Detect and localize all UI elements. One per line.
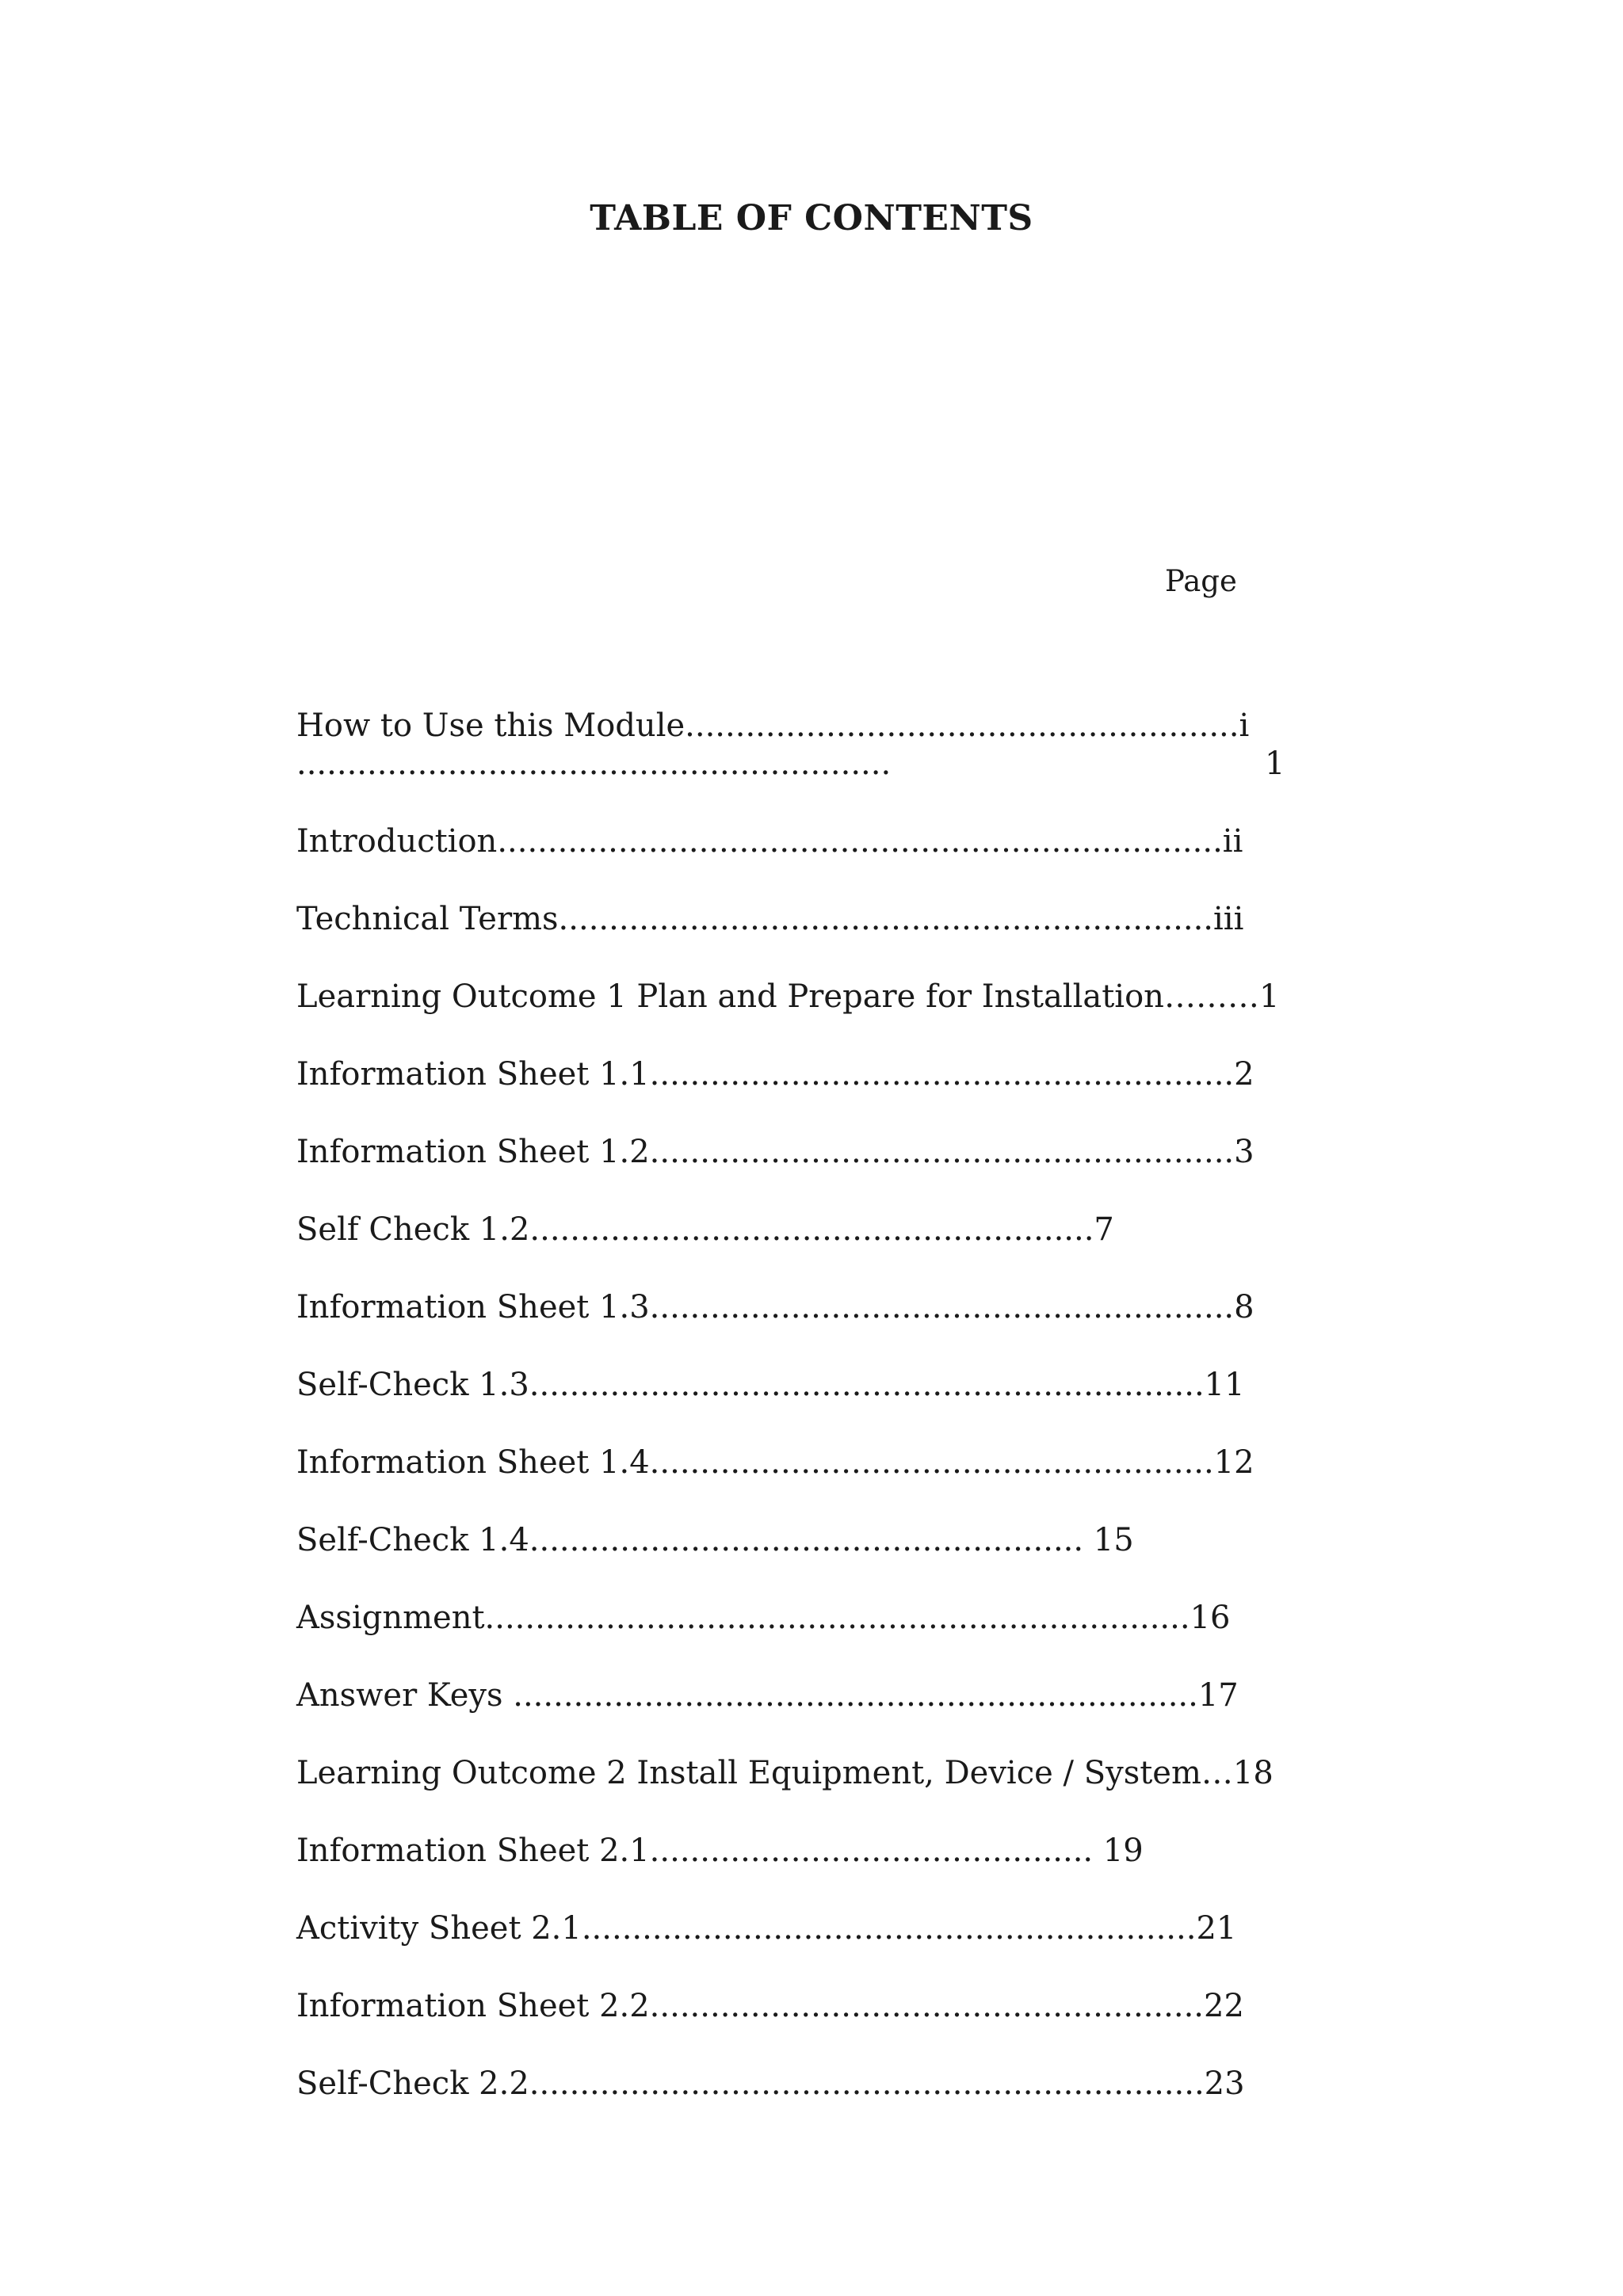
toc-entry-information-sheet-2-1[interactable]: Information Sheet 2.1............................................ 19 <box>296 1833 1144 1869</box>
page-title: TABLE OF CONTENTS <box>590 198 1033 238</box>
toc-entry-introduction[interactable]: Introduction........................................................................ii <box>296 823 1243 860</box>
toc-entry-information-sheet-1-3[interactable]: Information Sheet 1.3..........................................................8 <box>296 1289 1254 1325</box>
toc-entry-self-check-1-2[interactable]: Self Check 1.2........................................................7 <box>296 1211 1114 1248</box>
toc-entry-answer-keys[interactable]: Answer Keys ....................................................................17 <box>296 1677 1239 1714</box>
toc-entry-information-sheet-2-2[interactable]: Information Sheet 2.2.......................................................22 <box>296 1988 1244 2024</box>
toc-entry-information-sheet-1-4[interactable]: Information Sheet 1.4........................................................12 <box>296 1444 1254 1481</box>
toc-entry-how-to-use-continuation: ........................................................... <box>296 746 892 782</box>
toc-entry-activity-sheet-2-1[interactable]: Activity Sheet 2.1.............................................................21 <box>296 1910 1237 1947</box>
toc-entry-information-sheet-1-2[interactable]: Information Sheet 1.2..........................................................3 <box>296 1134 1254 1170</box>
toc-entry-how-to-use[interactable]: How to Use this Module.......................................................i <box>296 707 1250 744</box>
toc-entry-self-check-2-2[interactable]: Self-Check 2.2...................................................................23 <box>296 2065 1245 2102</box>
toc-entry-technical-terms[interactable]: Technical Terms.................................................................iii <box>296 901 1244 937</box>
toc-entry-learning-outcome-1[interactable]: Learning Outcome 1 Plan and Prepare for Installation………1 <box>296 978 1280 1015</box>
toc-entry-assignment[interactable]: Assignment......................................................................16 <box>296 1600 1231 1636</box>
toc-entry-how-to-use-page: 1 <box>1265 746 1285 782</box>
toc-entry-self-check-1-4[interactable]: Self-Check 1.4....................................................... 15 <box>296 1522 1134 1558</box>
toc-entry-information-sheet-1-1[interactable]: Information Sheet 1.1..........................................................2 <box>296 1056 1254 1093</box>
page-column-label: Page <box>1165 564 1237 598</box>
toc-entry-learning-outcome-2[interactable]: Learning Outcome 2 Install Equipment, Device / System…18 <box>296 1755 1274 1791</box>
toc-entry-self-check-1-3[interactable]: Self-Check 1.3...................................................................11 <box>296 1367 1245 1403</box>
